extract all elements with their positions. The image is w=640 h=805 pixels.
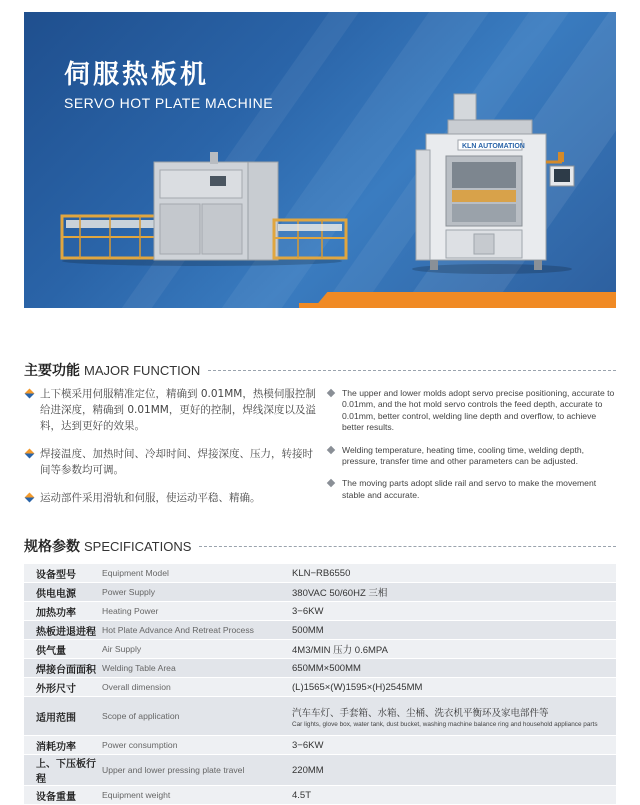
brand-logo-text: KLN AUTOMATION xyxy=(462,143,525,150)
diamond-bullet-icon xyxy=(327,389,335,397)
hot-plate-machine-image xyxy=(412,90,582,274)
spec-value: 3−6KW xyxy=(286,602,616,621)
spec-label-en: Equipment weight xyxy=(100,786,286,805)
function-item xyxy=(24,490,316,506)
spec-label-en: Air Supply xyxy=(100,640,286,659)
table-row xyxy=(24,755,616,786)
function-text: The moving parts adopt slide rail and servo to make the movement stable and accurate. xyxy=(342,478,597,500)
spec-label-en: Power consumption xyxy=(100,736,286,755)
function-item xyxy=(326,388,616,434)
spec-label-en: Power Supply xyxy=(100,583,286,602)
table-row xyxy=(24,640,616,659)
spec-label-cn: 热板进退进程 xyxy=(24,621,100,640)
spec-value: (L)1565×(W)1595×(H)2545MM xyxy=(286,678,616,697)
spec-label-en: Equipment Model xyxy=(100,564,286,583)
spec-value-en: Car lights, glove box, water tank, dust bucket, washing machine balance ring and household appliance parts xyxy=(292,720,598,728)
function-text: 焊接温度、加热时间、冷却时间、焊接深度、压力，转接时间等参数均可调。 xyxy=(40,448,313,476)
specifications-title-cn: 规格参数 xyxy=(24,539,80,555)
spec-label-cn: 设备重量 xyxy=(24,786,100,805)
accent-bar-base xyxy=(299,303,616,308)
function-list-cn xyxy=(24,386,316,518)
major-function-header xyxy=(24,360,616,380)
spec-label-en: Upper and lower pressing plate travel xyxy=(100,755,286,786)
spec-label-en: Heating Power xyxy=(100,602,286,621)
spec-label-en: Welding Table Area xyxy=(100,659,286,678)
function-item xyxy=(326,478,616,501)
function-text: 运动部件采用滑轨和伺服，使运动平稳、精确。 xyxy=(40,492,261,504)
diamond-bullet-icon xyxy=(25,493,35,503)
spec-label-cn: 加热功率 xyxy=(24,602,100,621)
diamond-bullet-icon xyxy=(25,449,35,459)
spec-label-cn: 供电电源 xyxy=(24,583,100,602)
function-text: 上下模采用伺服精准定位，精确到 0.01MM，热模伺服控制给进深度，精确到 0.01MM，更好的控制，焊线深度以及溢料，达到更好的效果。 xyxy=(40,388,316,432)
table-row xyxy=(24,602,616,621)
spec-label-cn: 焊接台面面积 xyxy=(24,659,100,678)
function-list-en xyxy=(326,388,616,512)
specifications-header xyxy=(24,536,616,556)
function-text: The upper and lower molds adopt servo precise positioning, accurate to 0.01mm, and the hot mold servo controls the feed depth, accurate to 0.01mm, better control, welding line depth and overflow, to achieve better results. xyxy=(342,388,615,433)
spec-label-en: Overall dimension xyxy=(100,678,286,697)
spec-table xyxy=(24,564,616,805)
welding-line-machine-image xyxy=(60,148,350,266)
table-row xyxy=(24,583,616,602)
function-text: Welding temperature, heating time, cooling time, welding depth, pressure, transfer time and other parameters can be adjusted. xyxy=(342,444,585,467)
spec-value: 3−6KW xyxy=(286,736,616,755)
table-row xyxy=(24,659,616,678)
hero-title-en: SERVO HOT PLATE MACHINE xyxy=(64,95,274,111)
major-function-title-cn: 主要功能 xyxy=(24,363,80,379)
diamond-bullet-icon xyxy=(25,389,35,399)
spec-value: 汽车车灯、手套箱、水箱、尘桶、洗衣机平衡环及家电部件等 xyxy=(292,707,549,719)
spec-label-cn: 设备型号 xyxy=(24,564,100,583)
spec-label-en: Scope of application xyxy=(100,697,286,736)
spec-value-cell xyxy=(286,697,616,736)
spec-value: 650MM×500MM xyxy=(286,659,616,678)
table-row xyxy=(24,786,616,805)
diamond-bullet-icon xyxy=(327,445,335,453)
function-item xyxy=(326,445,616,468)
section-divider xyxy=(199,546,616,547)
major-function-title-en: MAJOR FUNCTION xyxy=(84,362,201,378)
spec-value: 500MM xyxy=(286,621,616,640)
diamond-bullet-icon xyxy=(327,479,335,487)
hero-banner xyxy=(24,12,616,308)
hero-title-cn: 伺服热板机 xyxy=(64,60,210,90)
spec-label-en: Hot Plate Advance And Retreat Process xyxy=(100,621,286,640)
spec-label-cn: 上、下压板行程 xyxy=(24,755,100,786)
table-row xyxy=(24,736,616,755)
spec-label-cn: 适用范围 xyxy=(24,697,100,736)
spec-value: 220MM xyxy=(286,755,616,786)
function-item xyxy=(24,386,316,434)
spec-value: 380VAC 50/60HZ 三相 xyxy=(286,583,616,602)
specifications-title-en: SPECIFICATIONS xyxy=(84,538,192,554)
spec-value: 4.5T xyxy=(286,786,616,805)
table-row xyxy=(24,564,616,583)
spec-value: KLN−RB6550 xyxy=(286,564,616,583)
spec-value: 4M3/MIN 压力 0.6MPA xyxy=(286,640,616,659)
spec-label-cn: 外形尺寸 xyxy=(24,678,100,697)
spec-label-cn: 供气量 xyxy=(24,640,100,659)
spec-label-cn: 消耗功率 xyxy=(24,736,100,755)
table-row xyxy=(24,697,616,736)
table-row xyxy=(24,621,616,640)
table-row xyxy=(24,678,616,697)
section-divider xyxy=(208,370,616,371)
function-item xyxy=(24,446,316,478)
